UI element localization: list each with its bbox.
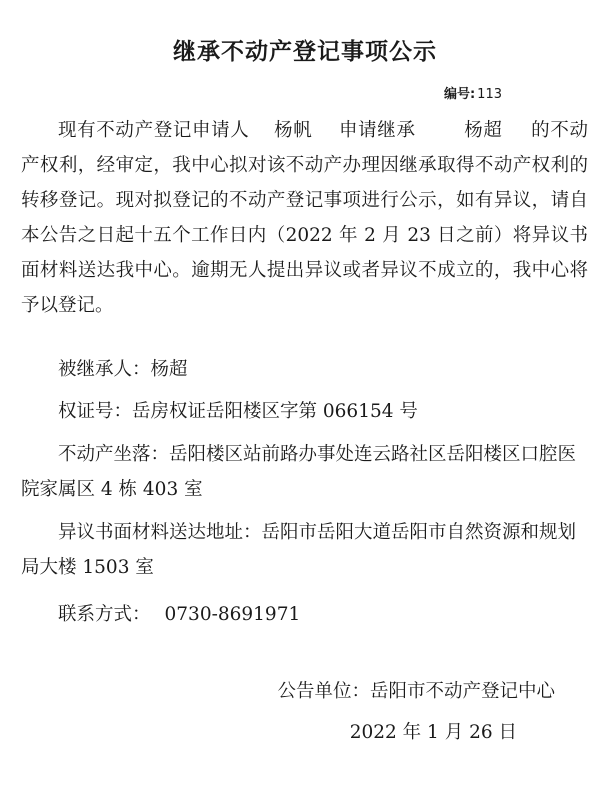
address-text: 异议书面材料送达地址：岳阳市岳阳大道岳阳市自然资源和规划局大楼 1503 室 [21, 522, 577, 578]
certificate-text: 权证号：岳房权证岳阳楼区字第 066154 号 [58, 401, 418, 422]
contact-field [21, 597, 588, 632]
address-field [21, 515, 588, 585]
body-intro: 现有不动产登记申请人 [58, 120, 250, 141]
issue-date: 2022 年 1 月 26 日 [349, 722, 517, 743]
location-field [21, 437, 588, 507]
heir-text: 被继承人：杨超 [58, 359, 188, 380]
document-number-value: 113 [477, 87, 502, 102]
issuing-unit: 公告单位：岳阳市不动产登记中心 [277, 681, 555, 702]
document-number [444, 83, 502, 102]
document-number-label: 编号: [443, 87, 476, 102]
page-title: 继承不动产登记事项公示 [173, 39, 437, 65]
location-text: 不动产坐落：岳阳楼区站前路办事处连云路社区岳阳楼区口腔医院家属区 4 栋 403 室 [21, 444, 577, 500]
body-main-text: 的不动产权利，经审定，我中心拟对该不动产办理因继承取得不动产权利的转移登记。现对拟登记的不动产登记事项进行公示，如有异议，请自本公告之日起十五个工作日内（2022 年 2 月 23 日之前）将异议书面材料送达我中心。逾期无人提出异议或者异议不成立的，我中心将予以登记。 [21, 120, 588, 316]
body-apply-text: 申请继承 [338, 120, 416, 141]
certificate-field [21, 394, 588, 429]
notice-body [21, 113, 588, 323]
applicant-name: 杨帆 [273, 120, 313, 141]
contact-phone: 0730-8691971 [164, 604, 301, 625]
heir-field [21, 352, 588, 387]
contact-label: 联系方式： [58, 604, 151, 625]
decedent-name: 杨超 [463, 120, 503, 141]
